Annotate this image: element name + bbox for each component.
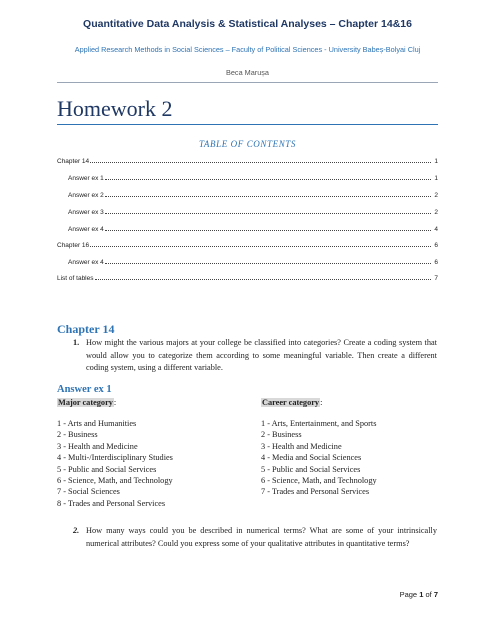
list-item: 5 - Public and Social Services: [57, 464, 157, 474]
toc-entry-page: 4: [434, 226, 438, 233]
question-text: How might the various majors at your college be classified into categories? Create a coding system that would allow you to categorize them according to some meaningful variable. Then create a different coding system, using a different variable.: [86, 338, 437, 373]
question-1: [73, 337, 437, 375]
chapter-14-heading: Chapter 14: [57, 322, 115, 336]
question-text: How many ways could you be described in numerical terms? What are some of your intrinsically numerical attributes? Could you express some of your qualitative attributes in quantitative terms?: [86, 526, 437, 548]
list-item: 2 - Business: [261, 430, 302, 440]
toc-heading: TABLE OF CONTENTS: [198, 139, 297, 149]
list-item: 3 - Health and Medicine: [261, 441, 342, 451]
toc-entry-answer-ex-4-ch16[interactable]: [68, 259, 438, 270]
toc-entry-page: 1: [434, 175, 438, 182]
list-item: 7 - Trades and Personal Services: [261, 487, 370, 497]
toc-entry-label: Answer ex 4: [68, 226, 104, 233]
header-subtitle: Applied Research Methods in Social Sciences – Faculty of Political Sciences - University Babeș-Bolyai Cluj: [74, 45, 421, 54]
career-category-heading: Career category: [262, 398, 320, 407]
question-2: [73, 525, 437, 550]
toc-entry-label: List of tables: [57, 275, 94, 282]
title-underline: [57, 124, 438, 125]
career-category-heading-wrap: [261, 398, 322, 407]
footer-of-word: of: [425, 590, 432, 599]
toc-leader-dots: [105, 213, 431, 214]
question-number: 2.: [73, 526, 80, 535]
toc-entry-list-of-tables[interactable]: [57, 275, 438, 286]
toc-leader-dots: [95, 279, 432, 280]
toc-entry-chapter-16[interactable]: [57, 242, 438, 253]
toc-entry-label: Chapter 16: [57, 242, 90, 249]
toc-entry-page: 6: [434, 242, 438, 249]
page-footer: [400, 590, 438, 599]
footer-page-total: 7: [433, 590, 438, 599]
answer-ex-1-heading: Answer ex 1: [57, 384, 112, 395]
list-item: 4 - Multi-/Interdisciplinary Studies: [57, 453, 173, 463]
toc-entry-answer-ex-3[interactable]: [68, 209, 438, 220]
header-title: Quantitative Data Analysis & Statistical Analyses – Chapter 14&16: [83, 18, 412, 30]
toc-leader-dots: [105, 230, 431, 231]
toc-entry-page: 2: [434, 192, 438, 199]
list-item: 5 - Public and Social Services: [261, 464, 361, 474]
footer-page-current: 1: [419, 590, 424, 599]
toc-entry-answer-ex-2[interactable]: [68, 192, 438, 203]
toc-leader-dots: [105, 179, 431, 180]
major-category-heading: Major category: [58, 398, 113, 407]
list-item: 6 - Science, Math, and Technology: [261, 476, 377, 486]
toc-entry-chapter-14[interactable]: [57, 158, 438, 169]
header-divider: [57, 82, 438, 83]
list-item: 2 - Business: [57, 430, 98, 440]
header-author: Beca Marușa: [226, 68, 269, 77]
major-category-list: [57, 418, 173, 509]
career-category-list: [261, 418, 377, 498]
toc-entry-label: Chapter 14: [57, 158, 90, 165]
toc-entry-page: 2: [434, 209, 438, 216]
list-item: 1 - Arts and Humanities: [57, 419, 137, 428]
heading-colon: :: [320, 398, 323, 407]
heading-colon: :: [113, 398, 117, 407]
toc-leader-dots: [90, 162, 431, 163]
list-item: 7 - Social Sciences: [57, 487, 120, 497]
toc-leader-dots: [90, 246, 431, 247]
toc-entry-page: 6: [434, 259, 438, 266]
toc-leader-dots: [105, 196, 431, 197]
list-item: 4 - Media and Social Sciences: [261, 453, 362, 463]
list-item: 3 - Health and Medicine: [57, 441, 138, 451]
list-item: 8 - Trades and Personal Services: [57, 498, 166, 508]
toc-entry-answer-ex-1[interactable]: [68, 175, 438, 186]
toc-entry-answer-ex-4[interactable]: [68, 226, 438, 237]
toc-entry-label: Answer ex 1: [68, 175, 104, 182]
toc-leader-dots: [105, 263, 431, 264]
document-title: Homework 2: [57, 96, 173, 121]
list-item: 6 - Science, Math, and Technology: [57, 476, 173, 486]
toc-entry-label: Answer ex 3: [68, 209, 104, 216]
toc-entry-label: Answer ex 4: [68, 259, 104, 266]
major-category-heading-wrap: [57, 398, 116, 407]
toc-entry-page: 1: [434, 158, 438, 165]
footer-page-word: Page: [399, 590, 418, 599]
question-number: 1.: [73, 338, 80, 347]
toc-entry-label: Answer ex 2: [68, 192, 104, 199]
list-item: 1 - Arts, Entertainment, and Sports: [261, 419, 377, 428]
toc-entry-page: 7: [434, 275, 438, 282]
